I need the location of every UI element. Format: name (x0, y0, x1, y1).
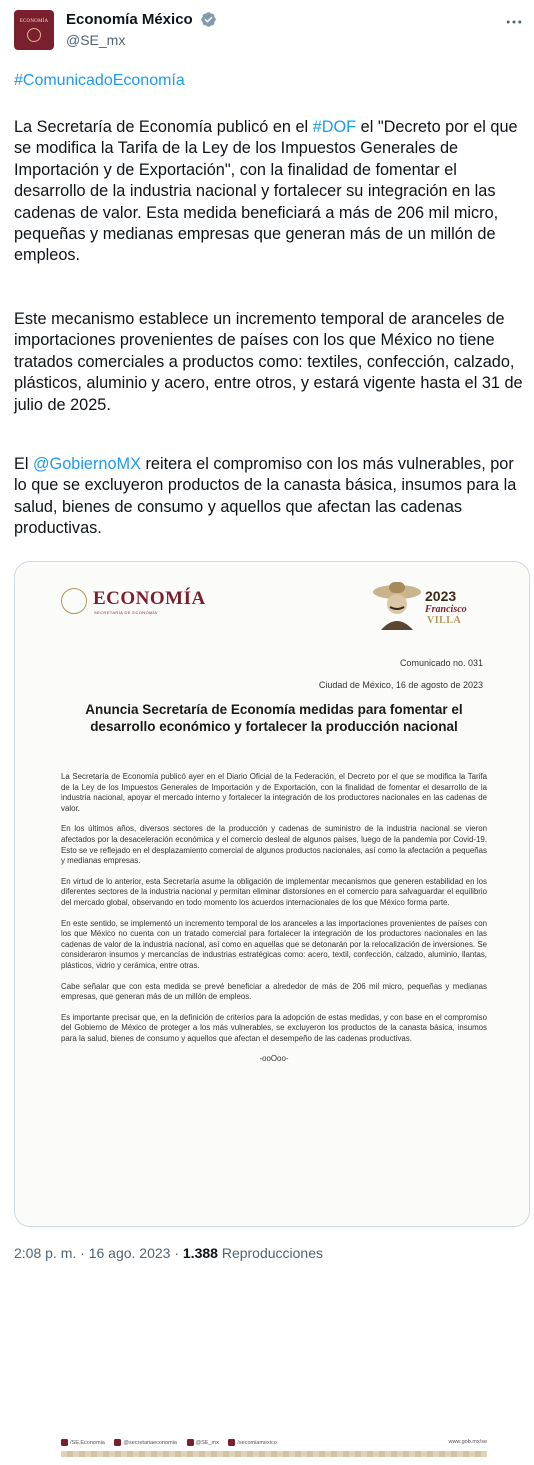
timestamp-link[interactable]: 2:08 p. m. · 16 ago. 2023 · (14, 1245, 183, 1261)
twitter-item (187, 1440, 219, 1446)
p3-text-a: El (14, 455, 34, 473)
instagram-item (114, 1440, 177, 1446)
facebook-item (61, 1440, 105, 1446)
decorative-band (61, 1451, 487, 1457)
villa-portrait-icon (371, 578, 423, 630)
twitter-label: @SE_mx (195, 1439, 219, 1446)
doc-paragraph: En este sentido, se implementó un incremento temporal de los aranceles a las importaciones provenientes de países con los que México no cuenta con un tratado comercial para fortalecer la integración de los productores nacionales en las cadenas de valor de la industria nacional, así como en aquellas que se detonarán por la relocalización de inversiones. Se consideraron insumos y mercancías de industrias estratégicas como: acero, textil, confección, calzado, aluminio, llantas, plásticos, vidrio y cerámica, entre otras. (61, 918, 487, 970)
instagram-icon (114, 1439, 121, 1446)
tweet-header (14, 10, 526, 52)
gobiernomx-mention-link[interactable]: @GobiernoMX (33, 455, 141, 473)
youtube-icon (228, 1439, 235, 1446)
youtube-item (228, 1440, 276, 1446)
tweet-paragraph-2: Este mecanismo establece un incremento temporal de aranceles de importaciones provenientes de países con los que México no tiene tratados comerciales a productos como: textiles, confección, calzado, plásticos, aluminio y acero, entre otros, y estará vigente hasta el 31 de julio de 2025. (14, 310, 523, 414)
doc-paragraph: Cabe señalar que con esta medida se prevé beneficiar a alrededor de más de 206 mil micro, pequeñas y medianas empresas, que generan más de un millón de empleos. (61, 981, 487, 1002)
avatar-seal-icon (27, 28, 41, 42)
doc-paragraph: La Secretaría de Economía publicó ayer en el Diario Oficial de la Federación, el Decreto por el que se modifica la Tarifa de la Ley de los Impuestos Generales de Importación y de Exportación, con la finalidad de fomentar el desarrollo de la industria nacional, apoyar el mercado interno y fortalecer la integración de los productores nacionales en las cadenas de valor. (61, 772, 487, 813)
doc-paragraph: Es importante precisar que, en la definición de criterios para la adopción de estas medidas, y con base en el compromiso del Gobierno de México de proteger a los más vulnerables, se excluyeron los productos de la canasta básica, insumos para la salud, bienes de consumo y aquellos que afectan el desempeño de las cadenas productivas. (61, 1012, 487, 1043)
youtube-label: /secomiamexico (237, 1439, 277, 1446)
handle[interactable]: @SE_mx (66, 32, 126, 48)
avatar[interactable] (14, 10, 54, 50)
footer-url: www.gob.mx/se (448, 1439, 487, 1445)
year-2023-logo (371, 576, 483, 636)
instagram-label: @secretariaeconomia (123, 1439, 177, 1446)
document-title: Anuncia Secretaría de Economía medidas para fomentar el desarrollo económico y fortalecer la producción nacional (85, 702, 463, 734)
tweet-paragraph-3 (14, 454, 524, 540)
avatar-text: ECONOMÍA (19, 19, 49, 24)
logo-text: ECONOMÍA (93, 588, 206, 609)
p1-text-b: el "Decreto por el que se modifica la Tarifa de la Ley de los Impuestos Generales de Importación y de Exportación", con la finalidad de fomentar el desarrollo de la industria nacional y fortalecer su integración en las cadenas de valor. Esta medida beneficiará a más de 206 mil micro, pequeñas y medianas empresas que generan más de un millón de empleos. (14, 118, 518, 265)
document-end-mark: -ooOoo- (259, 1054, 289, 1064)
economia-logo (61, 586, 211, 626)
document-body (61, 772, 487, 1065)
p1-text-a: La Secretaría de Economía publicó en el (14, 118, 313, 136)
doc-paragraph: En los últimos años, diversos sectores de la producción y cadenas de suministro de la industria nacional se vieron afectados por la desaceleración económica y el comercio desleal de algunos países, luego de la pandemia por Covid-19. Esto se ve reflejado en el desplazamiento comercial de algunos productos nacionales, así como la afectación a pequeñas y medianas empresas. (61, 824, 487, 866)
logo-subtext: SECRETARÍA DE ECONOMÍA (94, 610, 158, 615)
dof-hashtag-link[interactable]: #DOF (312, 118, 357, 136)
author-block (66, 10, 217, 50)
seal-icon (61, 588, 87, 614)
views-label: Reproducciones (217, 1245, 323, 1261)
social-links (61, 1439, 285, 1446)
hashtag-link[interactable]: #ComunicadoEconomía (14, 72, 185, 89)
tweet-paragraph-1 (14, 117, 524, 267)
doc-paragraph: En virtud de lo anterior, esta Secretaría asume la obligación de implementar mecanismos que generen estabilidad en los diferentes sectores de la industria nacional y permitan eliminar distorsiones en el comercio para salvaguardar el equilibrio del mercado global, observando en todo momento los acuerdos internacionales de los que México forma parte. (61, 876, 487, 907)
twitter-icon (187, 1439, 194, 1446)
year-subtitle: Francisco (425, 604, 467, 615)
display-name[interactable]: Economía México (66, 11, 193, 28)
document-footer (61, 1439, 487, 1465)
facebook-label: /SE.Economia (70, 1439, 105, 1446)
views-count: 1.388 (182, 1245, 218, 1261)
tweet-meta (14, 1244, 323, 1262)
verified-badge-icon (200, 11, 217, 28)
comunicado-number: Comunicado no. 031 (399, 658, 483, 668)
p3-text-b: reitera el compromiso con los más vulnerables, por lo que se excluyeron productos de la canasta básica, insumos para la salud, bienes de consumo y aquellos que afectan las cadenas productivas. (14, 455, 517, 538)
more-options-icon[interactable] (504, 12, 524, 32)
year-label: 2023 (425, 588, 457, 604)
facebook-icon (61, 1439, 68, 1446)
document-date: Ciudad de México, 16 de agosto de 2023 (318, 680, 483, 690)
year-villa: VILLA (427, 615, 462, 626)
